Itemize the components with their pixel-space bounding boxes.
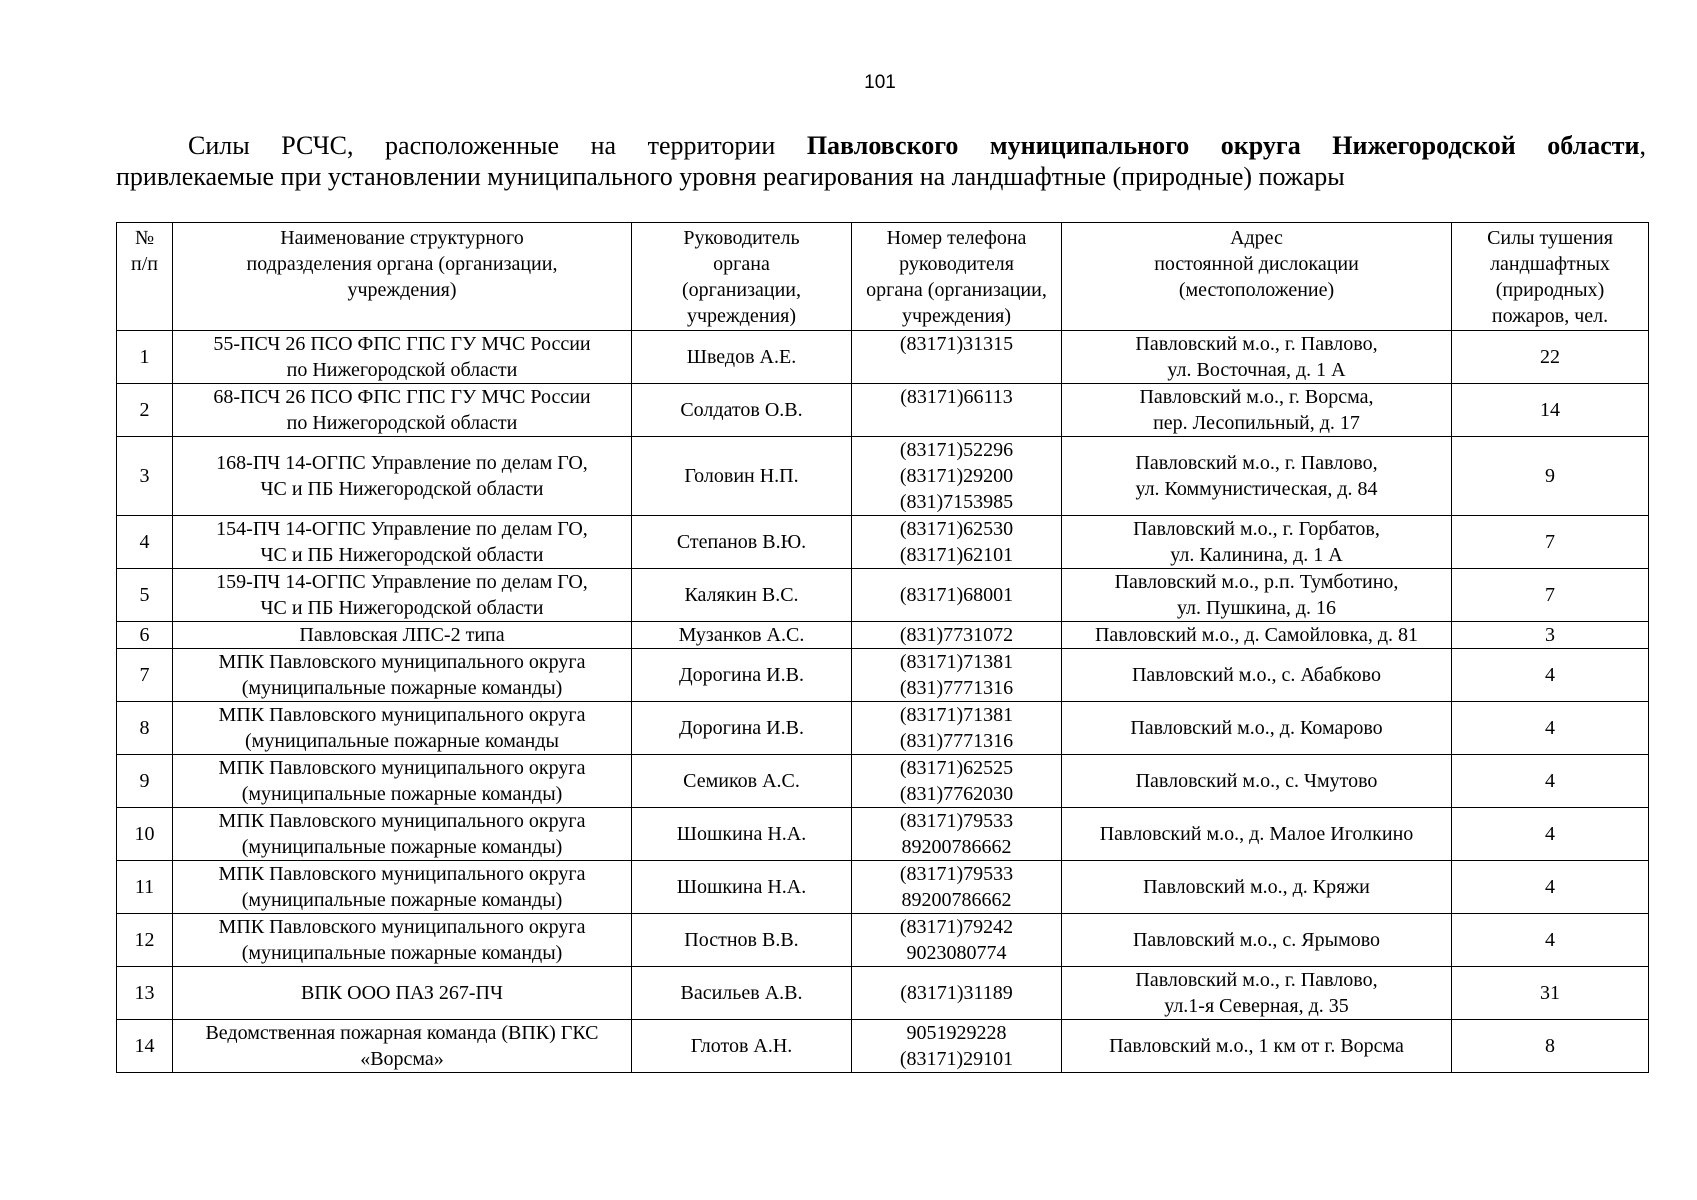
cell-name-line: 55-ПСЧ 26 ПСО ФПС ГПС ГУ МЧС России [213, 333, 591, 355]
cell-address-line: пер. Лесопильный, д. 17 [1153, 412, 1360, 434]
cell-phone-line [854, 357, 1059, 383]
cell-address-line: Павловский м.о., р.п. Тумботино, [1114, 571, 1399, 593]
document-title [116, 130, 1646, 192]
table-row [117, 569, 1649, 622]
header-line: Наименование структурного [280, 227, 524, 249]
cell-phone [852, 702, 1062, 755]
table-row [117, 702, 1649, 755]
title-prefix: Силы РСЧС, расположенные на территории [188, 131, 807, 160]
cell-name-line: МПК Павловского муниципального округа [218, 810, 586, 832]
cell-name-line: (муниципальные пожарные команды) [241, 889, 563, 911]
cell-address-line: ул. Пушкина, д. 16 [1176, 597, 1337, 619]
cell-head: Дорогина И.В. [632, 649, 852, 702]
cell-address-line: ул.1-я Северная, д. 35 [1164, 995, 1349, 1017]
cell-name-line: 68-ПСЧ 26 ПСО ФПС ГПС ГУ МЧС России [213, 386, 591, 408]
cell-phone [852, 808, 1062, 861]
cell-name-line: МПК Павловского муниципального округа [218, 757, 586, 779]
cell-name-line: МПК Павловского муниципального округа [218, 863, 586, 885]
header-line: Силы тушения [1487, 227, 1613, 249]
cell-phone-line: (83171)62530 [899, 518, 1014, 540]
cell-address-line: Павловский м.о., д. Самойловка, д. 81 [1094, 624, 1419, 646]
header-line: постоянной дислокации [1154, 253, 1359, 275]
cell-address-line: Павловский м.о., д. Кряжи [1143, 876, 1370, 898]
header-line: органа [713, 253, 770, 275]
cell-phone-line: (831)7153985 [899, 491, 1014, 513]
cell-phone [852, 914, 1062, 967]
cell-address [1062, 967, 1452, 1020]
cell-name-line: (муниципальные пожарные команды) [241, 836, 563, 858]
cell-head: Дорогина И.В. [632, 702, 852, 755]
cell-forces: 3 [1452, 622, 1649, 649]
cell-phone-line: (83171)79242 [899, 916, 1014, 938]
cell-phone-line: 9051929228 [906, 1022, 1007, 1044]
title-line-1 [116, 130, 1646, 161]
cell-name-line: 159-ПЧ 14-ОГПС Управление по делам ГО, [216, 571, 588, 593]
cell-name [173, 808, 632, 861]
title-line-2: привлекаемые при установлении муниципального уровня реагирования на ландшафтные (природные) пожары [116, 162, 1345, 191]
cell-name-line: 154-ПЧ 14-ОГПС Управление по делам ГО, [216, 518, 588, 540]
cell-address-line: Павловский м.о., с. Чмутово [1135, 770, 1378, 792]
cell-name-line: Ведомственная пожарная команда (ВПК) ГКС [205, 1022, 599, 1044]
cell-head: Постнов В.В. [632, 914, 852, 967]
cell-address [1062, 861, 1452, 914]
cell-head: Музанков А.С. [632, 622, 852, 649]
header-line: подразделения органа (организации, [246, 253, 558, 275]
cell-name [173, 516, 632, 569]
cell-address [1062, 914, 1452, 967]
cell-phone [852, 384, 1062, 437]
cell-phone [852, 967, 1062, 1020]
header-line: учреждения) [347, 279, 457, 301]
cell-name [173, 914, 632, 967]
cell-forces: 31 [1452, 967, 1649, 1020]
cell-name-line: (муниципальные пожарные команды) [241, 783, 563, 805]
cell-address-line: Павловский м.о., д. Комарово [1130, 717, 1383, 739]
cell-name-line: ЧС и ПБ Нижегородской области [260, 544, 544, 566]
table-row [117, 861, 1649, 914]
cell-address [1062, 437, 1452, 516]
cell-phone-line: (83171)31189 [900, 982, 1013, 1004]
header-line: № [134, 227, 155, 249]
cell-address [1062, 516, 1452, 569]
header-line: ландшафтных [1490, 253, 1610, 275]
cell-name [173, 331, 632, 384]
cell-phone [852, 331, 1062, 384]
cell-head: Шведов А.Е. [632, 331, 852, 384]
table-row [117, 1020, 1649, 1073]
cell-address-line: Павловский м.о., г. Павлово, [1135, 969, 1378, 991]
cell-name-line: по Нижегородской области [286, 359, 518, 381]
cell-address-line: ул. Коммунистическая, д. 84 [1135, 478, 1378, 500]
cell-phone [852, 649, 1062, 702]
cell-phone-line: (83171)66113 [900, 386, 1013, 408]
cell-forces: 22 [1452, 331, 1649, 384]
cell-phone-line: (83171)79533 [899, 863, 1014, 885]
header-line: Руководитель [683, 227, 800, 249]
cell-num: 7 [117, 649, 173, 702]
cell-forces: 4 [1452, 808, 1649, 861]
table-row [117, 808, 1649, 861]
cell-forces: 4 [1452, 861, 1649, 914]
cell-phone-line: (83171)31315 [899, 333, 1014, 355]
cell-address [1062, 702, 1452, 755]
table-row [117, 437, 1649, 516]
cell-phone-line: (83171)29200 [899, 465, 1014, 487]
cell-name-line: 168-ПЧ 14-ОГПС Управление по делам ГО, [216, 452, 588, 474]
cell-name [173, 384, 632, 437]
cell-phone [852, 622, 1062, 649]
cell-name [173, 967, 632, 1020]
cell-address [1062, 384, 1452, 437]
cell-head: Калякин В.С. [632, 569, 852, 622]
cell-address-line: ул. Восточная, д. 1 А [1167, 359, 1346, 381]
cell-address-line: Павловский м.о., г. Павлово, [1135, 452, 1378, 474]
cell-phone-line: 9023080774 [906, 942, 1007, 964]
table-header [117, 223, 1649, 331]
cell-num: 2 [117, 384, 173, 437]
cell-phone-line: 89200786662 [901, 889, 1012, 911]
cell-name-line: МПК Павловского муниципального округа [218, 651, 586, 673]
cell-head: Шошкина Н.А. [632, 861, 852, 914]
header-line: Номер телефона [886, 227, 1027, 249]
cell-phone-line: (831)7762030 [899, 783, 1014, 805]
cell-name-line: (муниципальные пожарные команды) [241, 942, 563, 964]
table-row [117, 914, 1649, 967]
title-suffix: , [1639, 131, 1646, 160]
cell-phone [852, 755, 1062, 808]
title-bold: Павловского муниципального округа Нижегородской области [806, 131, 1640, 160]
header-phone [852, 223, 1062, 331]
cell-phone [852, 437, 1062, 516]
table-row [117, 967, 1649, 1020]
cell-name [173, 702, 632, 755]
header-line: (организации, [681, 279, 802, 301]
header-line: учреждения) [686, 305, 797, 327]
header-address [1062, 223, 1452, 331]
cell-phone-line: (83171)79533 [899, 810, 1014, 832]
cell-phone [852, 861, 1062, 914]
table-row [117, 384, 1649, 437]
header-line: (местоположение) [1178, 279, 1335, 301]
cell-phone-line: (83171)71381 [899, 704, 1014, 726]
table-body [117, 331, 1649, 1073]
header-line: учреждения) [901, 305, 1012, 327]
cell-phone-line: (83171)62101 [899, 544, 1014, 566]
cell-address-line: ул. Калинина, д. 1 А [1170, 544, 1343, 566]
cell-phone-line: (83171)52296 [899, 439, 1014, 461]
cell-num: 13 [117, 967, 173, 1020]
cell-address-line: Павловский м.о., г. Павлово, [1135, 333, 1378, 355]
cell-name [173, 437, 632, 516]
cell-address-line: Павловский м.о., д. Малое Иголкино [1099, 823, 1414, 845]
cell-name [173, 1020, 632, 1073]
cell-address-line: Павловский м.о., 1 км от г. Ворсма [1109, 1035, 1404, 1057]
cell-address [1062, 569, 1452, 622]
cell-address [1062, 1020, 1452, 1073]
cell-head: Васильев А.В. [632, 967, 852, 1020]
header-name [173, 223, 632, 331]
cell-address [1062, 808, 1452, 861]
cell-name [173, 569, 632, 622]
cell-num: 14 [117, 1020, 173, 1073]
cell-num: 6 [117, 622, 173, 649]
header-line: руководителя [899, 253, 1014, 275]
cell-phone [852, 516, 1062, 569]
cell-forces: 14 [1452, 384, 1649, 437]
cell-num: 10 [117, 808, 173, 861]
cell-name-line: ЧС и ПБ Нижегородской области [260, 597, 544, 619]
cell-phone [852, 1020, 1062, 1073]
cell-name [173, 861, 632, 914]
table-row [117, 516, 1649, 569]
cell-phone-line: (83171)29101 [899, 1048, 1014, 1070]
cell-phone-line: (831)7731072 [899, 624, 1014, 646]
cell-phone [852, 569, 1062, 622]
cell-head: Головин Н.П. [632, 437, 852, 516]
cell-head: Семиков А.С. [632, 755, 852, 808]
cell-phone-line [854, 410, 1059, 436]
forces-table [116, 222, 1649, 1073]
cell-name-line: ВПК ООО ПАЗ 267-ПЧ [301, 982, 503, 1004]
cell-head: Глотов А.Н. [632, 1020, 852, 1073]
cell-head: Солдатов О.В. [632, 384, 852, 437]
cell-name [173, 649, 632, 702]
cell-num: 11 [117, 861, 173, 914]
header-line: п/п [131, 253, 158, 275]
cell-phone-line: (831)7771316 [899, 677, 1014, 699]
cell-address-line: Павловский м.о., г. Горбатов, [1133, 518, 1380, 540]
cell-phone-line: (83171)71381 [899, 651, 1014, 673]
cell-num: 8 [117, 702, 173, 755]
header-line: Адрес [1230, 227, 1283, 249]
header-line: пожаров, чел. [1491, 305, 1609, 327]
cell-name-line: по Нижегородской области [286, 412, 518, 434]
cell-forces: 7 [1452, 569, 1649, 622]
cell-head: Степанов В.Ю. [632, 516, 852, 569]
cell-name [173, 622, 632, 649]
cell-address-line: Павловский м.о., г. Ворсма, [1139, 386, 1374, 408]
cell-address [1062, 755, 1452, 808]
cell-num: 1 [117, 331, 173, 384]
cell-name-line: (муниципальные пожарные команды) [241, 677, 563, 699]
cell-num: 9 [117, 755, 173, 808]
cell-num: 3 [117, 437, 173, 516]
header-line: органа (организации, [866, 279, 1047, 301]
cell-name-line: «Ворсма» [360, 1048, 444, 1070]
table-row [117, 755, 1649, 808]
cell-address [1062, 331, 1452, 384]
cell-address [1062, 622, 1452, 649]
table-row [117, 649, 1649, 702]
table-row [117, 331, 1649, 384]
cell-forces: 4 [1452, 702, 1649, 755]
cell-phone-line: (83171)62525 [899, 757, 1014, 779]
cell-num: 4 [117, 516, 173, 569]
header-num [117, 223, 173, 331]
cell-forces: 4 [1452, 649, 1649, 702]
cell-address-line: Павловский м.о., с. Ярымово [1132, 929, 1381, 951]
cell-name-line: (муниципальные пожарные команды [245, 730, 559, 752]
header-head [632, 223, 852, 331]
cell-name-line: МПК Павловского муниципального округа [218, 704, 586, 726]
cell-forces: 9 [1452, 437, 1649, 516]
header-row [117, 223, 1649, 331]
cell-phone-line: 89200786662 [901, 836, 1012, 858]
page-number: 101 [864, 72, 896, 93]
cell-name-line: ЧС и ПБ Нижегородской области [260, 478, 544, 500]
cell-address-line: Павловский м.о., с. Абабково [1131, 664, 1381, 686]
cell-name [173, 755, 632, 808]
cell-forces: 4 [1452, 914, 1649, 967]
cell-forces: 8 [1452, 1020, 1649, 1073]
cell-forces: 7 [1452, 516, 1649, 569]
cell-phone-line: (83171)68001 [899, 584, 1014, 606]
cell-phone-line: (831)7771316 [899, 730, 1014, 752]
cell-num: 5 [117, 569, 173, 622]
header-forces [1452, 223, 1649, 331]
cell-head: Шошкина Н.А. [632, 808, 852, 861]
table-row [117, 622, 1649, 649]
cell-address [1062, 649, 1452, 702]
cell-forces: 4 [1452, 755, 1649, 808]
cell-num: 12 [117, 914, 173, 967]
cell-name-line: Павловская ЛПС-2 типа [299, 624, 505, 646]
header-line: (природных) [1495, 279, 1605, 301]
cell-name-line: МПК Павловского муниципального округа [218, 916, 586, 938]
